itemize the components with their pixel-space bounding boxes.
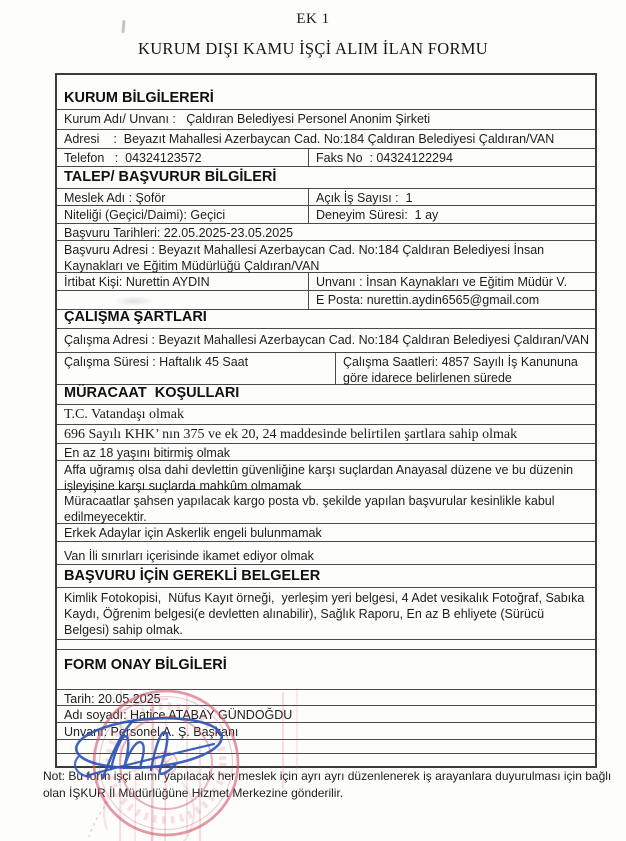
section-title: MÜRACAAT KOŞULLARI — [64, 385, 240, 401]
section-header-form-onay — [57, 649, 595, 689]
field-value: Başvuru Tarihleri: 22.05.2025-23.05.2025 — [64, 226, 294, 240]
field-tarih — [57, 689, 595, 705]
section-title: KURUM BİLGİLERERİ — [64, 90, 214, 106]
section-title: FORM ONAY BİLGİLERİ — [64, 657, 227, 673]
field-unvani: Unvanı : İnsan Kaynakları ve Eğitim Müdür V. — [316, 275, 568, 289]
scan-smudge — [115, 296, 153, 306]
field-value: Kurum Adı/ Unvanı : Çaldıran Belediyesi Personel Anonim Şirketi — [64, 112, 431, 126]
kosul-row — [57, 489, 595, 523]
field-calisma-suresi: Çalışma Süresi : Haftalık 45 Saat — [57, 353, 336, 384]
kosul-text: Affa uğramış olsa dahi devlettin güvenliğine karşı suçlardan Anayasal düzene ve bu düzenin işleyişine karşı suçlarda mahkûm olmamak — [64, 463, 577, 493]
field-adresi — [57, 129, 595, 148]
kosul-row — [57, 541, 595, 564]
scan-artifact — [121, 20, 125, 33]
field-onay-unvani — [57, 722, 595, 739]
empty-cell — [57, 291, 309, 309]
field-irtibat-kisi: İrtibat Kişi: Nurettin AYDIN — [57, 273, 309, 290]
field-telefon: Telefon : 04324123572 — [57, 149, 309, 166]
field-meslek-adi: Meslek Adı : Şoför — [57, 189, 309, 205]
kosul-text: 696 Sayılı KHK’ nın 375 ve ek 20, 24 maddesinde belirtilen şartlara sahip olmak — [64, 427, 518, 442]
footer-note: Not: Bu form işçi alımı yapılacak her meslek için ayrı ayrı düzenlenerek iş arayanlara duyurulması için bağlı olan İŞKUR İl Müdürlüğüne Hizmet Merkezine gönderilir. — [43, 769, 612, 801]
field-value: Adı soyadı: Hatice ATABAY GÜNDOĞDU — [64, 708, 293, 722]
empty-row — [57, 753, 595, 766]
section-title: TALEP/ BAŞVURUR BİLGİLERİ — [64, 169, 277, 185]
section-title: BAŞVURU İÇİN GEREKLİ BELGELER — [64, 568, 321, 584]
form-table — [55, 73, 597, 768]
kosul-row — [57, 523, 595, 541]
section-title: ÇALIŞMA ŞARTLARI — [64, 309, 207, 325]
field-value: Çalışma Adresi : Beyazıt Mahallesi Azerbaycan Cad. No:184 Çaldıran Belediyesi Çaldıran/VAN — [64, 333, 590, 347]
field-e-posta: E Posta: nurettin.aydin6565@gmail.com — [316, 293, 540, 307]
field-telefon-faks — [57, 148, 595, 166]
field-irtibat-unvan — [57, 272, 595, 290]
empty-cell — [57, 640, 595, 649]
section-header-gerekli-belgeler — [57, 564, 595, 587]
section-header-kurum-bilgileri — [57, 75, 595, 109]
field-value: Kimlik Fotokopisi, Nüfus Kayıt örneği, yerleşim yeri belgesi, 4 Adet vesikalık Fotoğraf, Sabıka Kaydı, Öğrenim belgesi(e devletten alınabilir), Sağlık Raporu, En az B ehliyete (Sürücü Belgesi) sahip olmak. — [64, 591, 588, 637]
kosul-text: Van İli sınırları içerisinde ikamet ediyor olmak — [64, 549, 314, 563]
field-adi-soyadi — [57, 705, 595, 722]
kosul-text: Müracaatlar şahsen yapılacak kargo posta vb. şekilde yapılan başvurular kesinlikle kabul edilmeyecektir. — [64, 494, 559, 524]
section-header-muracaat-kosullari — [57, 384, 595, 404]
field-calisma-sure-saat — [57, 352, 595, 384]
kosul-row — [57, 443, 595, 460]
field-value: Başvuru Adresi : Beyazıt Mahallesi Azerbaycan Cad. No:184 Çaldıran Belediyesi İnsan Kaynakları ve Eğitim Müdürlüğü Çaldıran/VAN — [64, 243, 548, 273]
field-calisma-adresi — [57, 328, 595, 352]
kosul-row — [57, 404, 595, 424]
page-title: KURUM DIŞI KAMU İŞÇİ ALIM İLAN FORMU — [138, 39, 488, 58]
field-niteligi-deneyim — [57, 205, 595, 223]
empty-cell — [57, 740, 595, 753]
signature-row — [57, 739, 595, 753]
field-kurum-adi — [57, 109, 595, 129]
doc-ref: EK 1 — [296, 11, 330, 27]
field-basvuru-adresi — [57, 240, 595, 272]
field-value: Tarih: 20.05.2025 — [64, 692, 161, 706]
field-faks: Faks No : 04324122294 — [316, 151, 453, 165]
field-basvuru-tarihleri — [57, 223, 595, 240]
section-header-talep-basvurur — [57, 166, 595, 188]
field-calisma-saatleri: Çalışma Saatleri: 4857 Sayılı İş Kanununa göre idarece belirlenen sürede — [343, 355, 582, 385]
field-belgeler-aciklama — [57, 587, 595, 639]
empty-cell — [57, 754, 595, 766]
field-value: Unvanı: Personel A. Ş. Başkanı — [64, 725, 239, 739]
section-header-calisma-sartlari — [57, 309, 595, 328]
kosul-text: Erkek Adaylar için Askerlik engeli bulunmamak — [64, 526, 322, 540]
kosul-row — [57, 424, 595, 443]
field-meslek-acikis — [57, 188, 595, 205]
kosul-row — [57, 460, 595, 493]
field-niteligi: Niteliği (Geçici/Daimi): Geçici — [57, 206, 309, 223]
kosul-text: T.C. Vatandaşı olmak — [64, 407, 185, 422]
field-acik-is-sayisi: Açık İş Sayısı : 1 — [316, 191, 413, 205]
field-value: Adresi : Beyazıt Mahallesi Azerbaycan Cad. No:184 Çaldıran Belediyesi Çaldıran/VAN — [64, 132, 555, 146]
empty-row — [57, 639, 595, 649]
kosul-text: En az 18 yaşını bitirmiş olmak — [64, 446, 231, 460]
field-deneyim-suresi: Deneyim Süresi: 1 ay — [316, 208, 439, 222]
